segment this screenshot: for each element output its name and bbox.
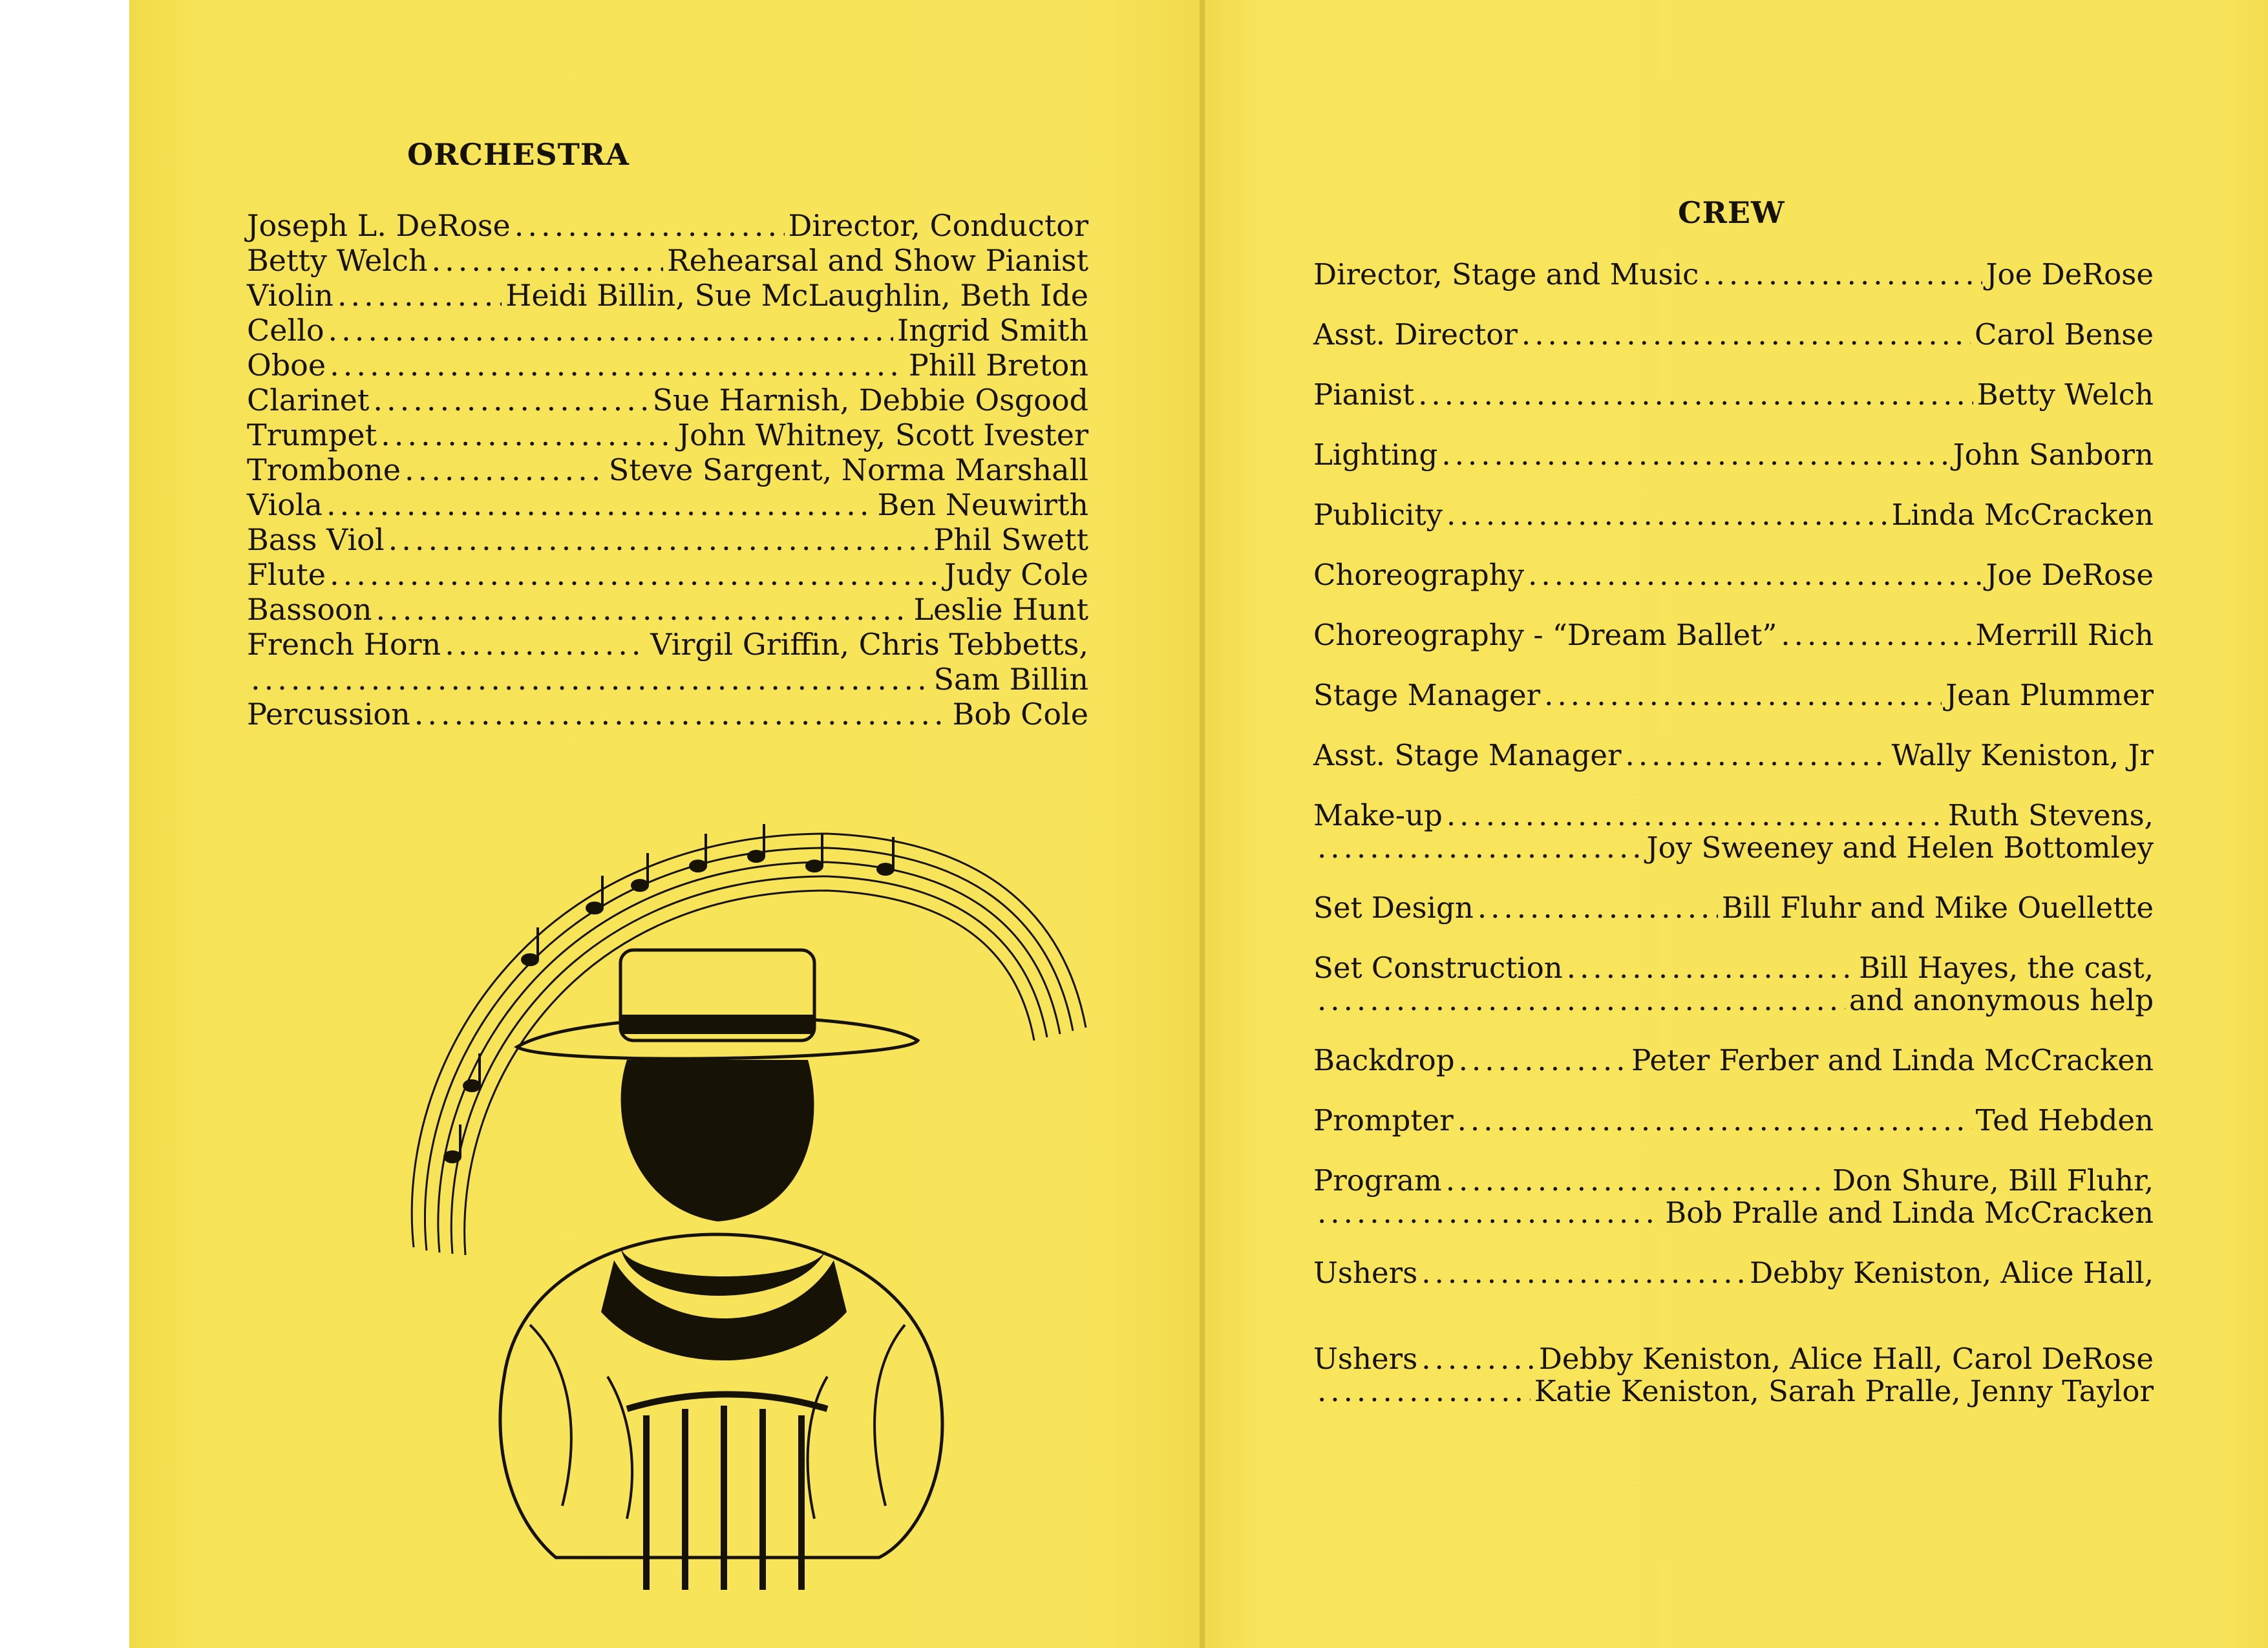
credit-name: Ingrid Smith	[897, 313, 1088, 348]
credit-name: Judy Cole	[944, 557, 1088, 592]
credit-role: Choreography	[1313, 558, 1525, 592]
credit-name: Linda McCracken	[1891, 498, 2154, 532]
credit-name: Katie Keniston, Sarah Pralle, Jenny Taylor	[1534, 1374, 2154, 1408]
crew-item	[1313, 619, 2154, 651]
credit-name: Merrill Rich	[1975, 618, 2154, 652]
credit-name: Bill Hayes, the cast,	[1859, 951, 2154, 985]
dot-leader	[1441, 439, 1949, 471]
orchestra-list	[247, 208, 1088, 732]
dot-leader	[1447, 799, 1944, 832]
credit-name: Ben Neuwirth	[877, 487, 1088, 522]
dot-leader	[328, 313, 893, 348]
credit-role: Trumpet	[247, 417, 377, 452]
crew-list	[1313, 259, 2154, 1408]
dot-leader	[1702, 259, 1982, 291]
credit-name: Ted Hebden	[1975, 1103, 2154, 1137]
crew-item	[1313, 319, 2154, 351]
credit-row	[247, 557, 1088, 592]
credit-name: Virgil Griffin, Chris Tebbetts,	[650, 627, 1088, 662]
credit-row	[1313, 379, 2154, 411]
orchestra-title: ORCHESTRA	[407, 137, 630, 172]
dot-leader	[431, 243, 663, 278]
credit-row	[1313, 1197, 2154, 1229]
credit-row	[247, 697, 1088, 732]
credit-name: Rehearsal and Show Pianist	[667, 243, 1088, 278]
dot-leader	[1626, 739, 1888, 772]
crew-item	[1313, 739, 2154, 772]
crew-item	[1313, 559, 2154, 591]
dot-leader	[1421, 1257, 1746, 1289]
credit-row	[247, 452, 1088, 487]
crew-item	[1313, 1165, 2154, 1229]
credit-row	[1313, 499, 2154, 531]
dot-leader	[1447, 499, 1888, 531]
credit-role: Percussion	[247, 697, 410, 732]
credit-role: Ushers	[1313, 1256, 1418, 1290]
credit-role: Set Design	[1313, 891, 1474, 925]
credit-name: Debby Keniston, Alice Hall,	[1750, 1256, 2154, 1290]
credit-role: Oboe	[247, 348, 326, 383]
credit-row	[247, 313, 1088, 348]
credit-row	[1313, 952, 2154, 984]
credit-name: Bob Cole	[952, 697, 1088, 732]
dot-leader	[1317, 984, 1845, 1017]
credit-row	[1313, 439, 2154, 471]
credit-row	[1313, 984, 2154, 1017]
crew-item	[1313, 1343, 2154, 1408]
credit-row	[1313, 619, 2154, 651]
dot-leader	[1781, 619, 1971, 651]
crew-item	[1313, 799, 2154, 864]
credit-role: Joseph L. DeRose	[247, 208, 511, 243]
crew-item	[1313, 439, 2154, 471]
credit-row	[1313, 1375, 2154, 1408]
credit-role: Asst. Stage Manager	[1313, 738, 1622, 772]
credit-role: Prompter	[1313, 1103, 1454, 1137]
credit-row	[1313, 259, 2154, 291]
crew-item	[1313, 379, 2154, 411]
credit-row	[1313, 1165, 2154, 1197]
crew-item	[1313, 1104, 2154, 1137]
credit-row	[247, 208, 1088, 243]
credit-row	[1313, 892, 2154, 924]
credit-row	[1313, 559, 2154, 591]
credit-name: Peter Ferber and Linda McCracken	[1631, 1043, 2154, 1077]
credit-row	[1313, 799, 2154, 832]
dot-leader	[251, 662, 930, 697]
dot-leader	[376, 592, 909, 627]
credit-role: Publicity	[1313, 498, 1443, 532]
credit-name: Sue Harnish, Debbie Osgood	[652, 383, 1088, 417]
credit-name: Wally Keniston, Jr	[1891, 738, 2154, 772]
credit-role: Violin	[247, 278, 334, 313]
book-spine	[1200, 0, 1205, 1648]
credit-row	[247, 522, 1088, 557]
credit-role: Cello	[247, 313, 324, 348]
credit-role: Bass Viol	[247, 522, 385, 557]
credit-role: Clarinet	[247, 383, 370, 417]
dot-leader	[337, 278, 502, 313]
dot-leader	[1317, 832, 1643, 864]
credit-name: Phill Breton	[908, 348, 1088, 383]
credit-role: Program	[1313, 1163, 1442, 1198]
credit-name: Phil Swett	[933, 522, 1088, 557]
credit-role: Backdrop	[1313, 1043, 1455, 1077]
credit-role: Trombone	[247, 452, 401, 487]
credit-row	[247, 383, 1088, 417]
credit-row	[1313, 832, 2154, 864]
credit-name: and anonymous help	[1849, 983, 2154, 1017]
credit-role: Pianist	[1313, 377, 1415, 412]
credit-row	[1313, 1257, 2154, 1289]
credit-name: John Whitney, Scott Ivester	[677, 417, 1088, 452]
credit-row	[247, 627, 1088, 662]
woman-with-music-arc-illustration	[336, 795, 1131, 1590]
crew-item	[1313, 259, 2154, 291]
credit-name: Carol Bense	[1975, 317, 2154, 352]
credit-name: Sam Billin	[933, 662, 1088, 697]
credit-role: Choreography - “Dream Ballet”	[1313, 618, 1777, 652]
credit-name: Joe DeRose	[1986, 257, 2154, 291]
credit-role: Bassoon	[247, 592, 372, 627]
dot-leader	[1317, 1197, 1661, 1229]
dot-leader	[326, 487, 873, 522]
crew-item	[1313, 892, 2154, 924]
dot-leader	[1457, 1104, 1972, 1137]
dot-leader	[1446, 1165, 1828, 1197]
credit-name: John Sanborn	[1953, 438, 2154, 472]
dot-leader	[1521, 319, 1971, 351]
credit-row	[1313, 1044, 2154, 1077]
dot-leader	[373, 383, 648, 417]
credit-role: Flute	[247, 557, 326, 592]
crew-item	[1313, 499, 2154, 531]
credit-role: Make-up	[1313, 798, 1443, 832]
crew-item	[1313, 1257, 2154, 1289]
credit-role: French Horn	[247, 627, 441, 662]
credit-name: Don Shure, Bill Fluhr,	[1832, 1163, 2154, 1198]
crew-item	[1313, 1044, 2154, 1077]
dot-leader	[414, 697, 949, 732]
dot-leader	[381, 417, 674, 452]
credit-role: Asst. Director	[1313, 317, 1518, 352]
credit-role: Lighting	[1313, 438, 1438, 472]
credit-name: Bob Pralle and Linda McCracken	[1665, 1196, 2154, 1230]
credit-name: Bill Fluhr and Mike Ouellette	[1721, 891, 2154, 925]
dot-leader	[330, 348, 905, 383]
credit-row	[1313, 739, 2154, 772]
credit-name: Ruth Stevens,	[1947, 798, 2154, 832]
credit-role: Viola	[247, 487, 323, 522]
credit-role: Ushers	[1313, 1342, 1418, 1376]
credit-row	[247, 417, 1088, 452]
credit-name: Steve Sargent, Norma Marshall	[608, 452, 1088, 487]
dot-leader	[1544, 679, 1942, 712]
crew-item	[1313, 679, 2154, 712]
credit-row	[247, 278, 1088, 313]
credit-name: Director, Conductor	[788, 208, 1088, 243]
dot-leader	[1478, 892, 1718, 924]
credit-name: Debby Keniston, Alice Hall, Carol DeRose	[1538, 1342, 2154, 1376]
dot-leader	[330, 557, 940, 592]
credit-row	[247, 592, 1088, 627]
dot-leader	[405, 452, 605, 487]
dot-leader	[1567, 952, 1855, 984]
credit-row	[247, 348, 1088, 383]
credit-name: Joy Sweeney and Helen Bottomley	[1646, 830, 2154, 865]
dot-leader	[1528, 559, 1982, 591]
dot-leader	[1418, 379, 1973, 411]
credit-name: Jean Plummer	[1945, 678, 2154, 712]
credit-row	[247, 487, 1088, 522]
dot-leader	[1317, 1375, 1531, 1408]
credit-name: Leslie Hunt	[913, 592, 1088, 627]
credit-role: Director, Stage and Music	[1313, 257, 1699, 291]
credit-row	[1313, 679, 2154, 712]
credit-role: Betty Welch	[247, 243, 428, 278]
dot-leader	[1421, 1343, 1535, 1375]
credit-row	[1313, 1104, 2154, 1137]
credit-name: Heidi Billin, Sue McLaughlin, Beth Ide	[505, 278, 1088, 313]
dot-leader	[514, 208, 785, 243]
credit-row	[1313, 1343, 2154, 1375]
credit-row	[247, 243, 1088, 278]
dot-leader	[1459, 1044, 1628, 1077]
credit-name: Betty Welch	[1977, 377, 2154, 412]
dot-leader	[388, 522, 930, 557]
crew-item	[1313, 952, 2154, 1017]
credit-row	[247, 662, 1088, 697]
credit-row	[1313, 319, 2154, 351]
credit-name: Joe DeRose	[1986, 558, 2154, 592]
dot-leader	[445, 627, 646, 662]
crew-title: CREW	[1678, 195, 1785, 230]
credit-role: Set Construction	[1313, 951, 1563, 985]
credit-role: Stage Manager	[1313, 678, 1541, 712]
